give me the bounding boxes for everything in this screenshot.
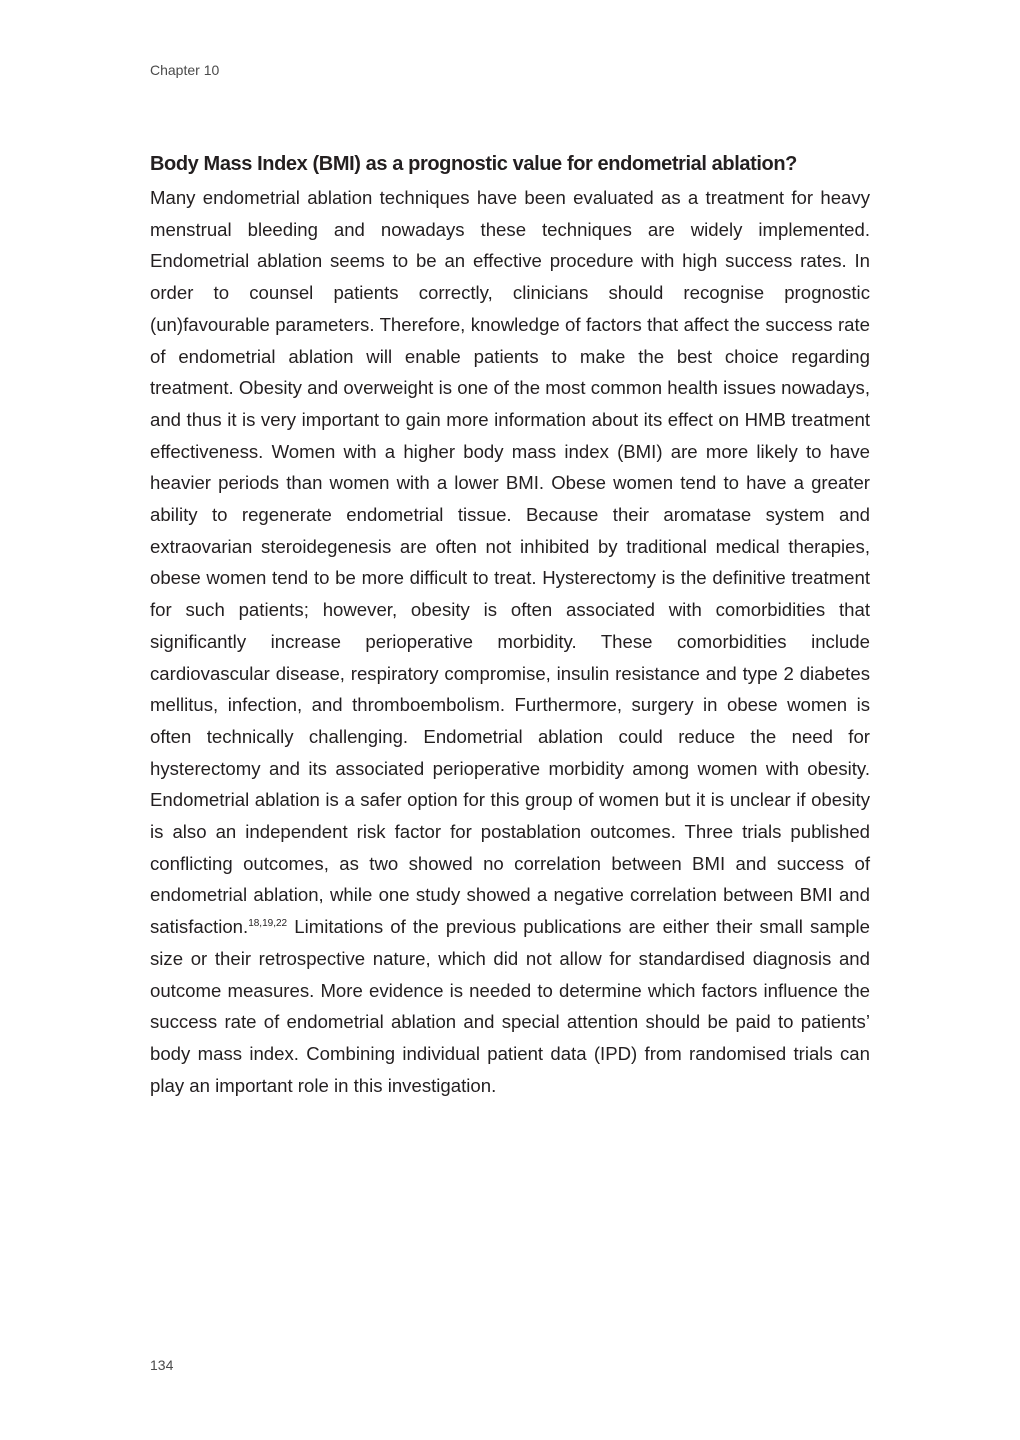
citation-reference: 18,19,22: [248, 917, 288, 929]
paragraph-text-part1: Many endometrial ablation techniques have been evaluated as a treatment for heavy menstrual bleeding and nowadays these techniques are widely implemented. Endometrial ablation seems to be an effective procedure with high success rates. In order to counsel patients correctly, clinicians should recognise prognostic (un)favourable parameters. Therefore, knowledge of factors that affect the success rate of endometrial ablation will enable patients to make the best choice regarding treatment. Obesity and overweight is one of the most common health issues nowadays, and thus it is very important to gain more information about its effect on HMB treatment effectiveness. Women with a higher body mass index (BMI) are more likely to have heavier periods than women with a lower BMI. Obese women tend to have a greater ability to regenerate endometrial tissue. Because their aromatase system and extraovarian steroidegenesis are often not inhibited by traditional medical therapies, obese women tend to be more difficult to treat. Hysterectomy is the definitive treatment for such patients; however, obesity is often associated with comorbidities that significantly increase perioperative morbidity. These comorbidities include cardiovascular disease, respiratory compromise, insulin resistance and type 2 diabetes mellitus, infection, and thromboembolism. Furthermore, surgery in obese women is often technically challenging. Endometrial ablation could reduce the need for hysterectomy and its associated perioperative morbidity among women with obesity. Endometrial ablation is a safer option for this group of women but it is unclear if obesity is also an independent risk factor for postablation outcomes. Three trials published conflicting outcomes, as two showed no correlation between BMI and success of endometrial ablation, while one study showed a negative correlation between BMI and satisfaction.: [150, 187, 870, 938]
page-number: 134: [150, 1357, 174, 1373]
paragraph-text-part2: Limitations of the previous publications are either their small sample size or their retrospective nature, which did not allow for standardised diagnosis and outcome measures. More evidence is needed to determine which factors influence the success rate of endometrial ablation and special attention should be paid to patients’ body mass index. Combining individual patient data (IPD) from randomised trials can play an important role in this investigation.: [150, 916, 870, 1096]
body-paragraph: [150, 182, 870, 1101]
main-content: [150, 150, 870, 1101]
running-header: Chapter 10: [150, 62, 220, 78]
section-heading: Body Mass Index (BMI) as a prognostic value for endometrial ablation?: [150, 153, 797, 175]
